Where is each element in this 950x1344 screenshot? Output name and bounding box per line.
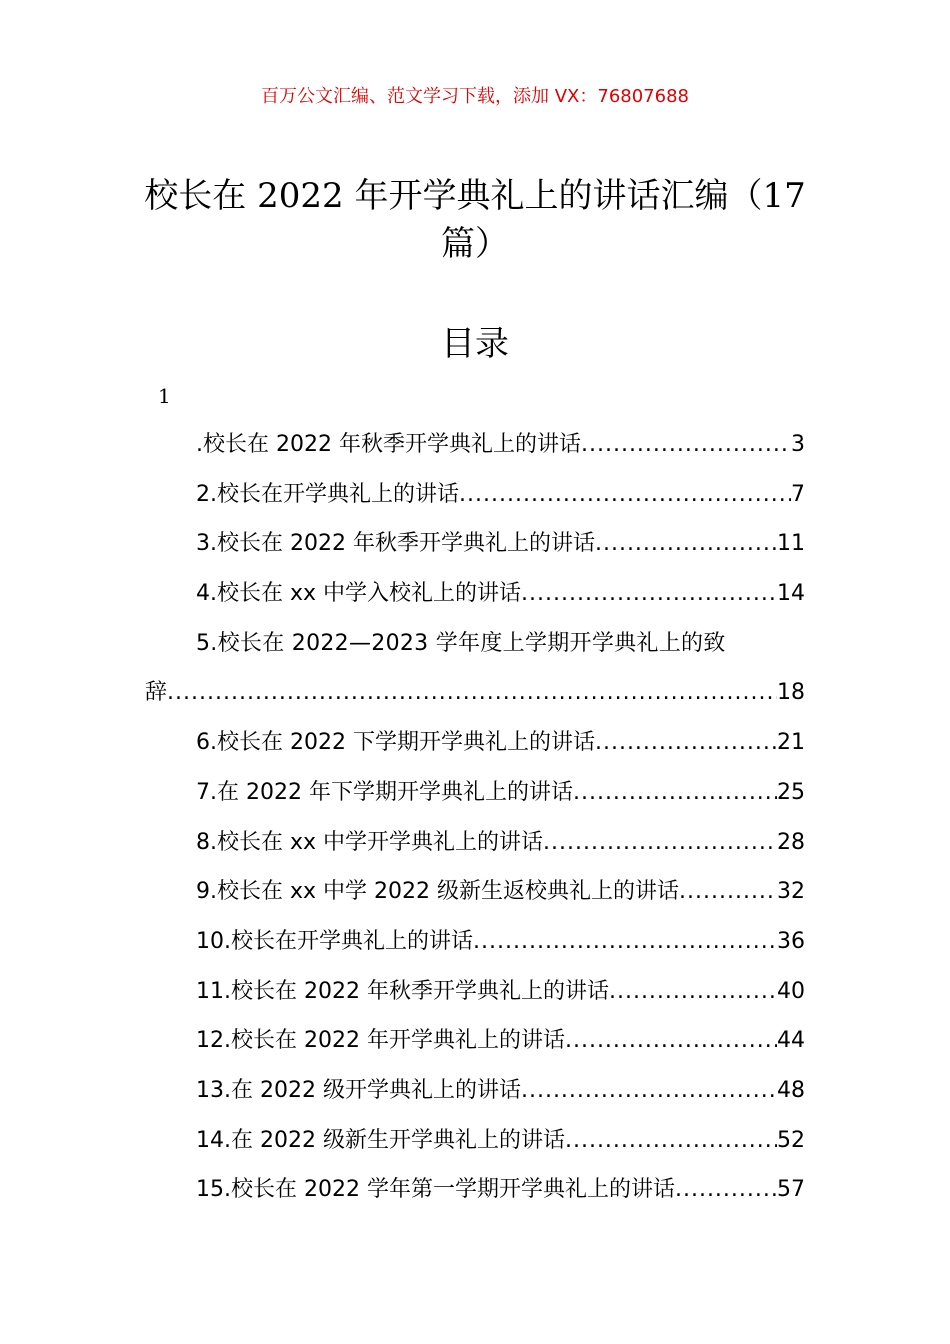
dot-leader	[595, 718, 777, 768]
dot-leader	[595, 519, 777, 569]
dot-leader	[609, 967, 777, 1017]
toc-entry-3[interactable]	[145, 519, 805, 569]
toc-entry-15[interactable]	[145, 1165, 805, 1215]
toc-entry-8[interactable]	[145, 818, 805, 868]
dot-leader	[521, 569, 777, 619]
toc-entry-page: 44	[777, 1028, 805, 1054]
toc-entry-page: 32	[777, 879, 805, 905]
toc-entry-13[interactable]	[145, 1066, 805, 1116]
toc-entry-label: 6.校长在 2022 下学期开学典礼上的讲话	[196, 730, 595, 756]
toc-entry-4[interactable]	[145, 569, 805, 619]
document-title: 校长在 2022 年开学典礼上的讲话汇编（17 篇）	[144, 176, 806, 264]
toc-entry-page: 11	[777, 531, 805, 557]
table-of-contents	[145, 420, 805, 1215]
toc-entry-5-line1[interactable]	[145, 619, 805, 669]
dot-leader	[565, 1116, 777, 1166]
dot-leader	[573, 768, 777, 818]
toc-entry-label: 11.校长在 2022 年秋季开学典礼上的讲话	[196, 978, 609, 1004]
dot-leader	[543, 818, 777, 868]
toc-entry-label: 14.在 2022 级新生开学典礼上的讲话	[196, 1127, 565, 1153]
toc-entry-page: 25	[777, 779, 805, 805]
toc-entry-label: 7.在 2022 年下学期开学典礼上的讲话	[196, 779, 573, 805]
toc-entry-label: 9.校长在 xx 中学 2022 级新生返校典礼上的讲话	[196, 879, 679, 905]
toc-entry-page: 18	[777, 680, 805, 706]
toc-entry-label: 2.校长在开学典礼上的讲话	[196, 481, 459, 507]
toc-entry-5-line2[interactable]	[145, 668, 805, 718]
toc-entry-1[interactable]	[145, 420, 805, 470]
dot-leader	[581, 420, 791, 470]
toc-entry-page: 52	[777, 1127, 805, 1153]
toc-entry-page: 28	[777, 829, 805, 855]
dot-leader	[521, 1066, 777, 1116]
toc-entry-page: 57	[777, 1177, 805, 1203]
toc-entry-10[interactable]	[145, 917, 805, 967]
toc-entry-label: 12.校长在 2022 年开学典礼上的讲话	[196, 1028, 565, 1054]
toc-entry-label: 辞	[145, 680, 168, 706]
toc-entry-6[interactable]	[145, 718, 805, 768]
dot-leader	[565, 1016, 777, 1066]
toc-entry-label: 10.校长在开学典礼上的讲话	[196, 928, 473, 954]
dot-leader	[473, 917, 777, 967]
toc-entry-label: .校长在 2022 年秋季开学典礼上的讲话	[196, 432, 581, 457]
toc-entry-label: 13.在 2022 级开学典礼上的讲话	[196, 1077, 521, 1103]
toc-entry-label: 15.校长在 2022 学年第一学期开学典礼上的讲话	[196, 1177, 675, 1203]
toc-entry-page: 3	[791, 432, 805, 457]
dot-leader	[675, 1165, 777, 1215]
toc-entry-9[interactable]	[145, 867, 805, 917]
toc-entry-page: 21	[777, 730, 805, 756]
toc-entry-label: 3.校长在 2022 年秋季开学典礼上的讲话	[196, 531, 595, 557]
toc-entry-page: 7	[791, 481, 805, 507]
toc-entry-2[interactable]	[145, 470, 805, 520]
toc-entry-12[interactable]	[145, 1016, 805, 1066]
toc-entry-page: 40	[777, 978, 805, 1004]
toc-entry-page: 36	[777, 928, 805, 954]
dot-leader	[679, 867, 777, 917]
toc-entry-11[interactable]	[145, 967, 805, 1017]
toc-heading: 目录	[441, 324, 509, 364]
toc-entry-page: 48	[777, 1077, 805, 1103]
dot-leader	[459, 470, 791, 520]
toc-entry-page: 14	[777, 581, 805, 607]
toc-entry-label: 8.校长在 xx 中学开学典礼上的讲话	[196, 829, 544, 855]
dot-leader	[167, 668, 777, 718]
toc-entry-14[interactable]	[145, 1116, 805, 1166]
stray-number: 1	[158, 384, 171, 408]
header-note: 百万公文汇编、范文学习下载，添加 VX：76807688	[261, 86, 689, 107]
toc-entry-label: 5.校长在 2022—2023 学年度上学期开学典礼上的致	[196, 630, 726, 656]
toc-entry-label: 4.校长在 xx 中学入校礼上的讲话	[196, 581, 522, 607]
toc-entry-7[interactable]	[145, 768, 805, 818]
